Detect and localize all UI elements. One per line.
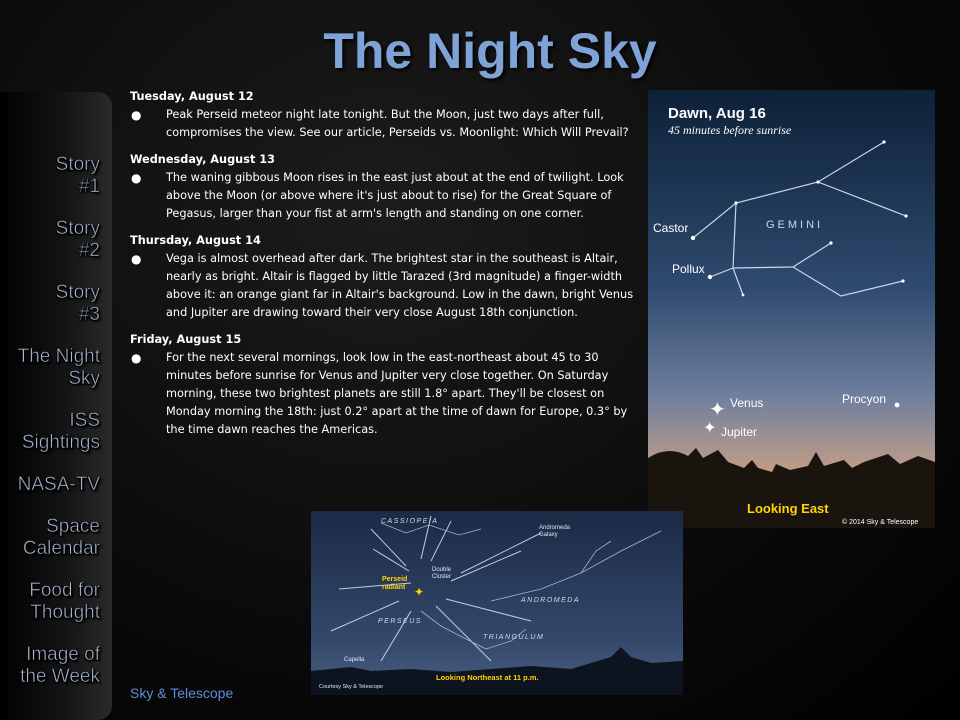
day-heading: Tuesday, August 12	[130, 90, 254, 103]
sidebar-item-story-1[interactable]: Story #1	[55, 154, 100, 197]
constellation-label: GEMINI	[766, 219, 824, 231]
capella-label: Capella	[344, 657, 365, 663]
venus-label: Venus	[730, 396, 764, 410]
triangulum-label: TRIANGULUM	[483, 634, 545, 641]
sidebar	[0, 92, 112, 720]
venus-star-icon: ✦	[709, 397, 726, 421]
list-item	[130, 349, 645, 439]
sidebar-item-space-calendar[interactable]: Space Calendar	[22, 516, 100, 559]
dawn-chart-subtitle: 45 minutes before sunrise	[668, 123, 792, 137]
sidebar-item-food-for-thought[interactable]: Food for Thought	[29, 580, 100, 623]
andromeda-label: ANDROMEDA	[521, 597, 581, 604]
day-entry	[130, 331, 645, 439]
dawn-sky-chart-image	[648, 90, 935, 528]
day-heading: Thursday, August 14	[130, 234, 261, 247]
day-heading: Wednesday, August 13	[130, 153, 276, 166]
sidebar-item-night-sky[interactable]: The Night Sky	[17, 346, 100, 389]
castor-label: Castor	[653, 221, 689, 235]
cassiopeia-label: CASSIOPEIA	[381, 518, 439, 525]
perseid-radiant-label: Perseid radiant	[382, 576, 408, 591]
perseid-direction-label: Looking Northeast at 11 p.m.	[436, 673, 539, 682]
entry-text: The waning gibbous Moon rises in the east just about at the end of twilight. Look above the Moon (or above where it's just about to rise) for the Great Square of Pegasus, larger than your fist at arm's length and standing on one corner.	[166, 171, 624, 220]
pollux-label: Pollux	[672, 262, 705, 276]
direction-label: Looking East	[747, 501, 829, 516]
jupiter-star-icon: ✦	[703, 418, 717, 437]
list-item	[130, 169, 645, 223]
double-cluster-label: Double Cluster	[432, 567, 452, 580]
sidebar-item-story-2[interactable]: Story #2	[55, 218, 100, 261]
sidebar-nav	[0, 154, 100, 708]
dawn-chart-title: Dawn, Aug 16	[668, 105, 766, 122]
list-item	[130, 106, 645, 142]
day-entry	[130, 151, 645, 223]
bullet-icon: ●	[131, 108, 142, 122]
procyon-label: Procyon	[842, 392, 887, 406]
bullet-icon: ●	[131, 171, 142, 185]
radiant-star-icon: ✦	[414, 585, 425, 599]
source-link[interactable]: Sky & Telescope	[130, 685, 234, 701]
day-entry	[130, 232, 645, 322]
sidebar-item-iss-sightings[interactable]: ISS Sightings	[21, 410, 100, 453]
perseus-label: PERSEUS	[378, 618, 422, 625]
jupiter-label: Jupiter	[721, 425, 758, 439]
sidebar-item-image-of-the-week[interactable]: Image of the Week	[20, 644, 100, 687]
sidebar-item-story-3[interactable]: Story #3	[55, 282, 100, 325]
sky-calendar-content	[130, 88, 645, 448]
list-item	[130, 250, 645, 322]
sidebar-item-nasa-tv[interactable]: NASA-TV	[17, 474, 100, 495]
perseid-chart-image	[311, 511, 683, 695]
entry-text: Peak Perseid meteor night late tonight. But the Moon, just two days after full, compromises the view. See our article, Perseids vs. Moonlight: Which Will Prevail?	[166, 108, 629, 139]
entry-text: For the next several mornings, look low in the east-northeast about 45 to 30 minutes before sunrise for Venus and Jupiter very close together. On Saturday morning, these two brightest planets are still 1.8° apart. They'll be closest on Monday morning the 18th: just 0.2° apart at the time of dawn for Europe, 0.3° by the time dawn reaches the Americas.	[166, 351, 628, 436]
entry-text: Vega is almost overhead after dark. The brightest star in the southeast is Altair, nearly as bright. Altair is flagged by little Tarazed (3rd magnitude) a finger-width above it: an orange giant far in Altair's background. Low in the dawn, bright Venus and Jupiter are drawing toward their very close August 18th conjunction.	[166, 252, 634, 319]
bullet-icon: ●	[131, 351, 142, 365]
page-title: The Night Sky	[323, 23, 657, 79]
andromeda-galaxy-label: Andromeda Galaxy	[539, 525, 571, 538]
day-entry	[130, 88, 645, 142]
bullet-icon: ●	[131, 252, 142, 266]
dawn-chart-credit: © 2014 Sky & Telescope	[842, 519, 919, 526]
perseid-chart-credit: Courtesy Sky & Telescope	[319, 684, 384, 690]
day-heading: Friday, August 15	[130, 333, 242, 346]
